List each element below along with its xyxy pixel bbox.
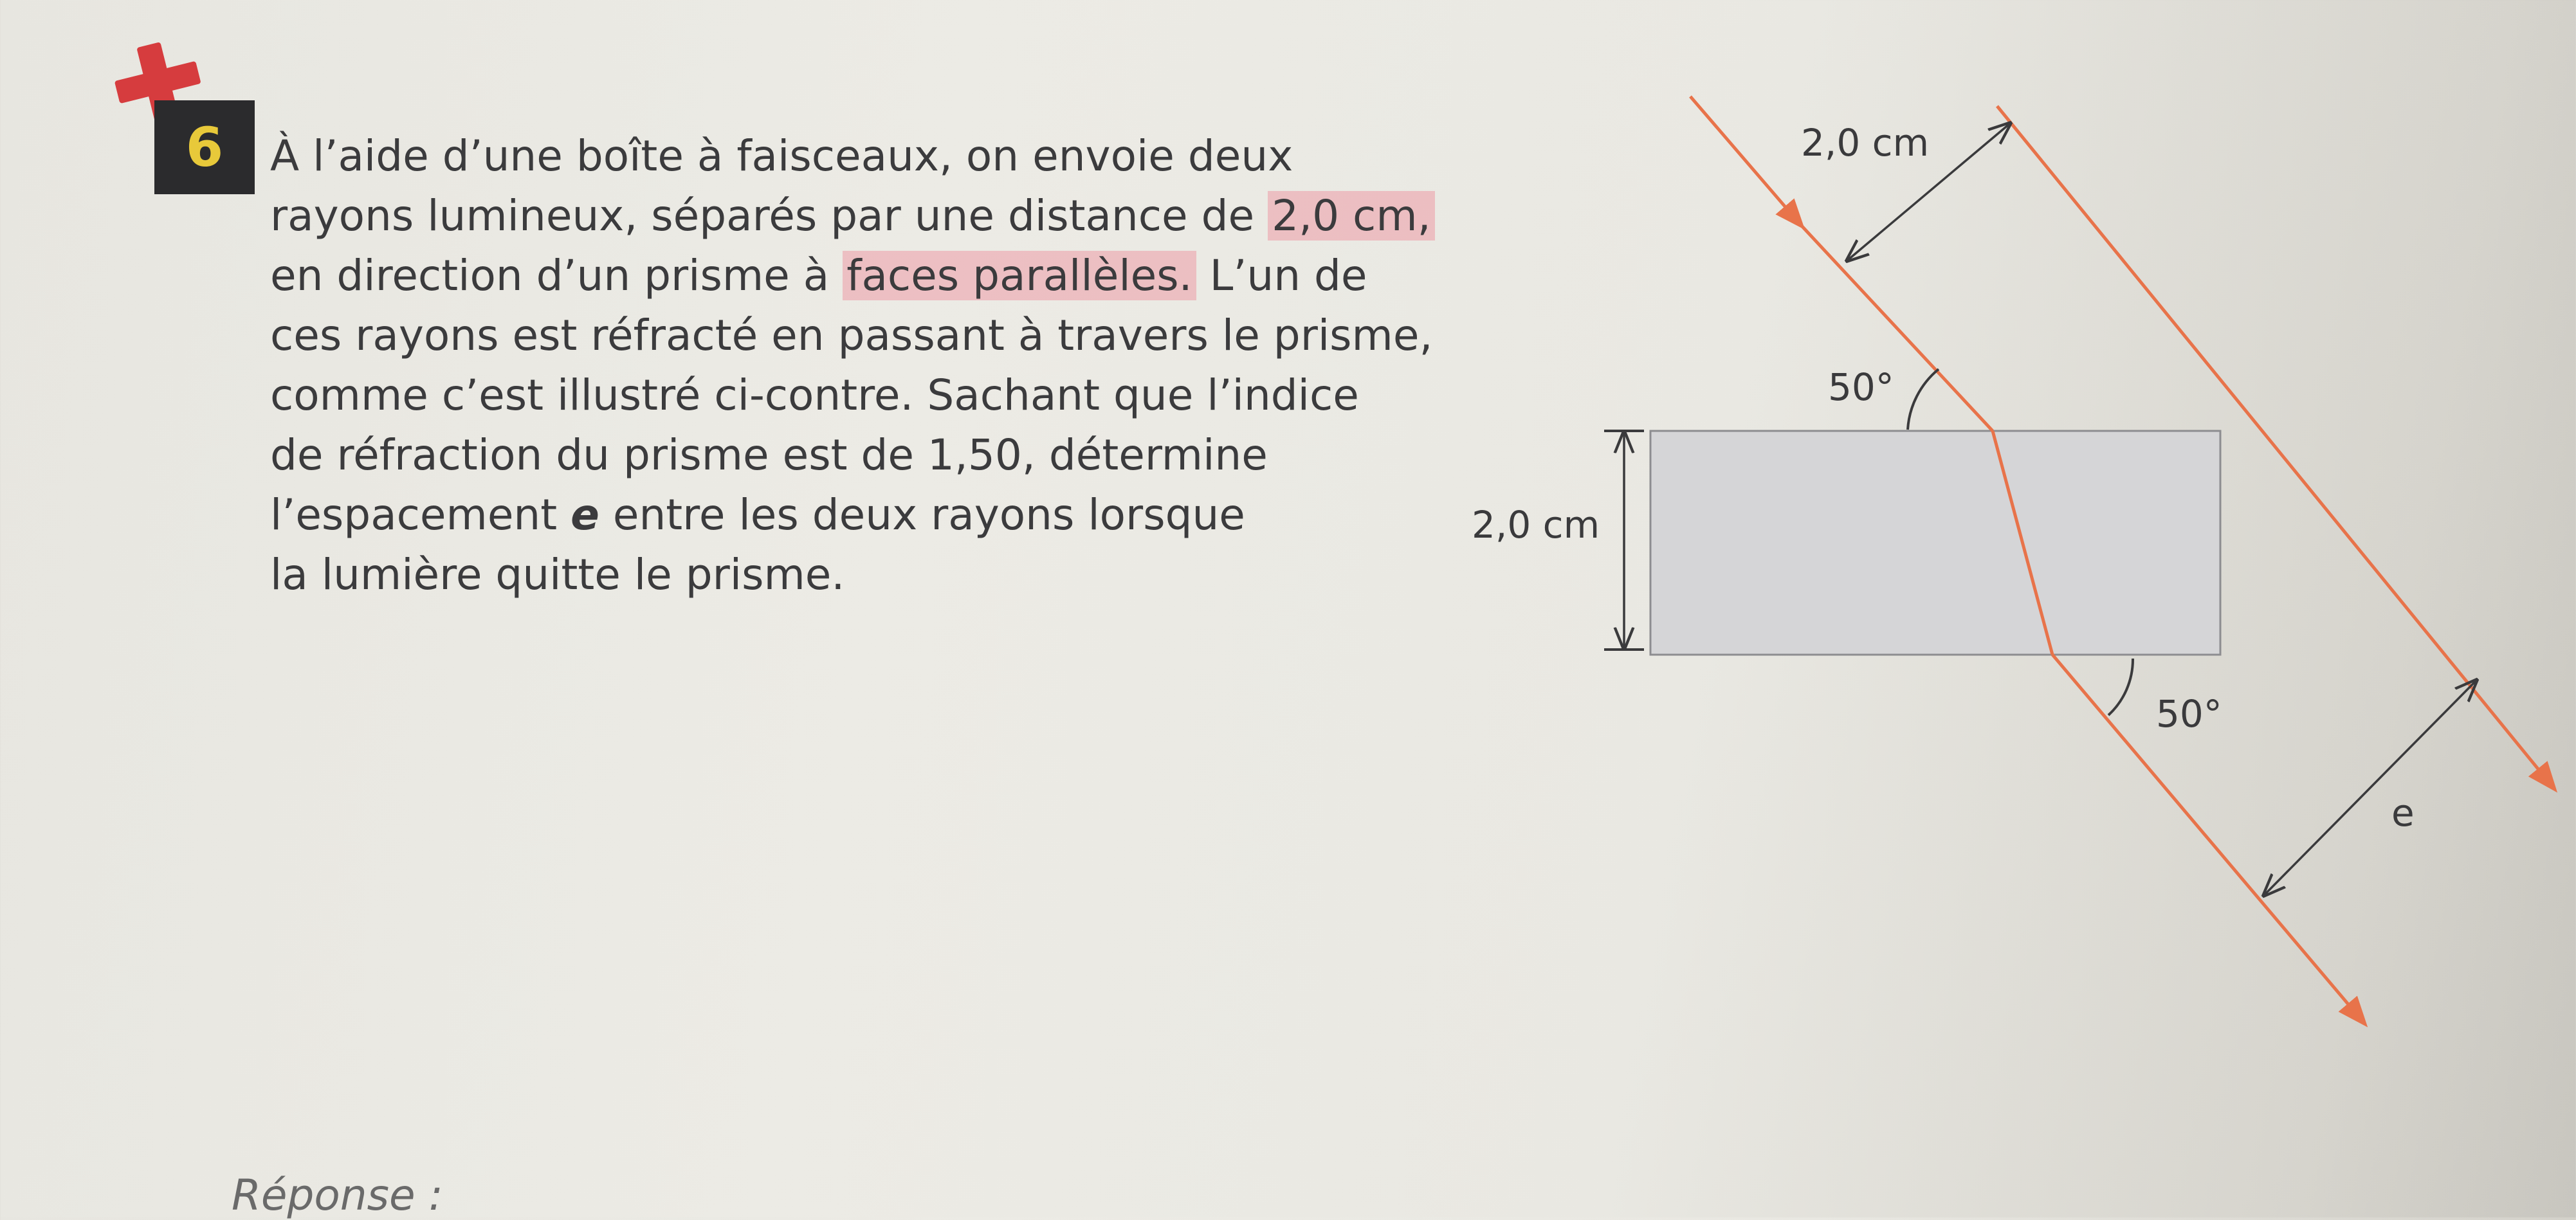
angle-arc-top bbox=[1908, 369, 1939, 430]
thickness-label: 2,0 cm bbox=[1472, 503, 1600, 547]
highlight-distance: 2,0 cm, bbox=[1268, 191, 1435, 241]
prism-rectangle bbox=[1650, 431, 2220, 655]
problem-line-6: de réfraction du prisme est de 1,50, détermine bbox=[270, 430, 1268, 480]
spacing-e-label: e bbox=[2391, 791, 2415, 835]
angle-bottom-label: 50° bbox=[2156, 692, 2222, 736]
top-distance-label: 2,0 cm bbox=[1801, 121, 1930, 165]
spacing-e-arrow bbox=[2264, 680, 2476, 895]
exercise-number-badge: 6 bbox=[154, 100, 255, 194]
problem-line-3: en direction d’un prisme à faces parallèles. L’un de bbox=[270, 251, 1367, 300]
incident-ray-left bbox=[1690, 96, 1801, 225]
problem-line-1: À l’aide d’une boîte à faisceaux, on envoie deux bbox=[270, 131, 1293, 181]
highlight-parallel-faces: faces parallèles. bbox=[843, 251, 1196, 300]
problem-line-4: ces rayons est réfracté en passant à travers le prisme, bbox=[270, 311, 1433, 360]
problem-line-2: rayons lumineux, séparés par une distance de 2,0 cm, bbox=[270, 186, 1492, 246]
problem-line-8: la lumière quitte le prisme. bbox=[270, 550, 845, 599]
variable-e: e bbox=[571, 490, 599, 540]
angle-arc-bottom bbox=[2108, 659, 2133, 715]
problem-line-5: comme c’est illustré ci-contre. Sachant que l’indice bbox=[270, 370, 1359, 420]
answer-label: Réponse : bbox=[232, 1170, 443, 1220]
problem-line-7: l’espacement e entre les deux rayons lorsque bbox=[270, 490, 1245, 540]
angle-top-label: 50° bbox=[1828, 365, 1894, 409]
